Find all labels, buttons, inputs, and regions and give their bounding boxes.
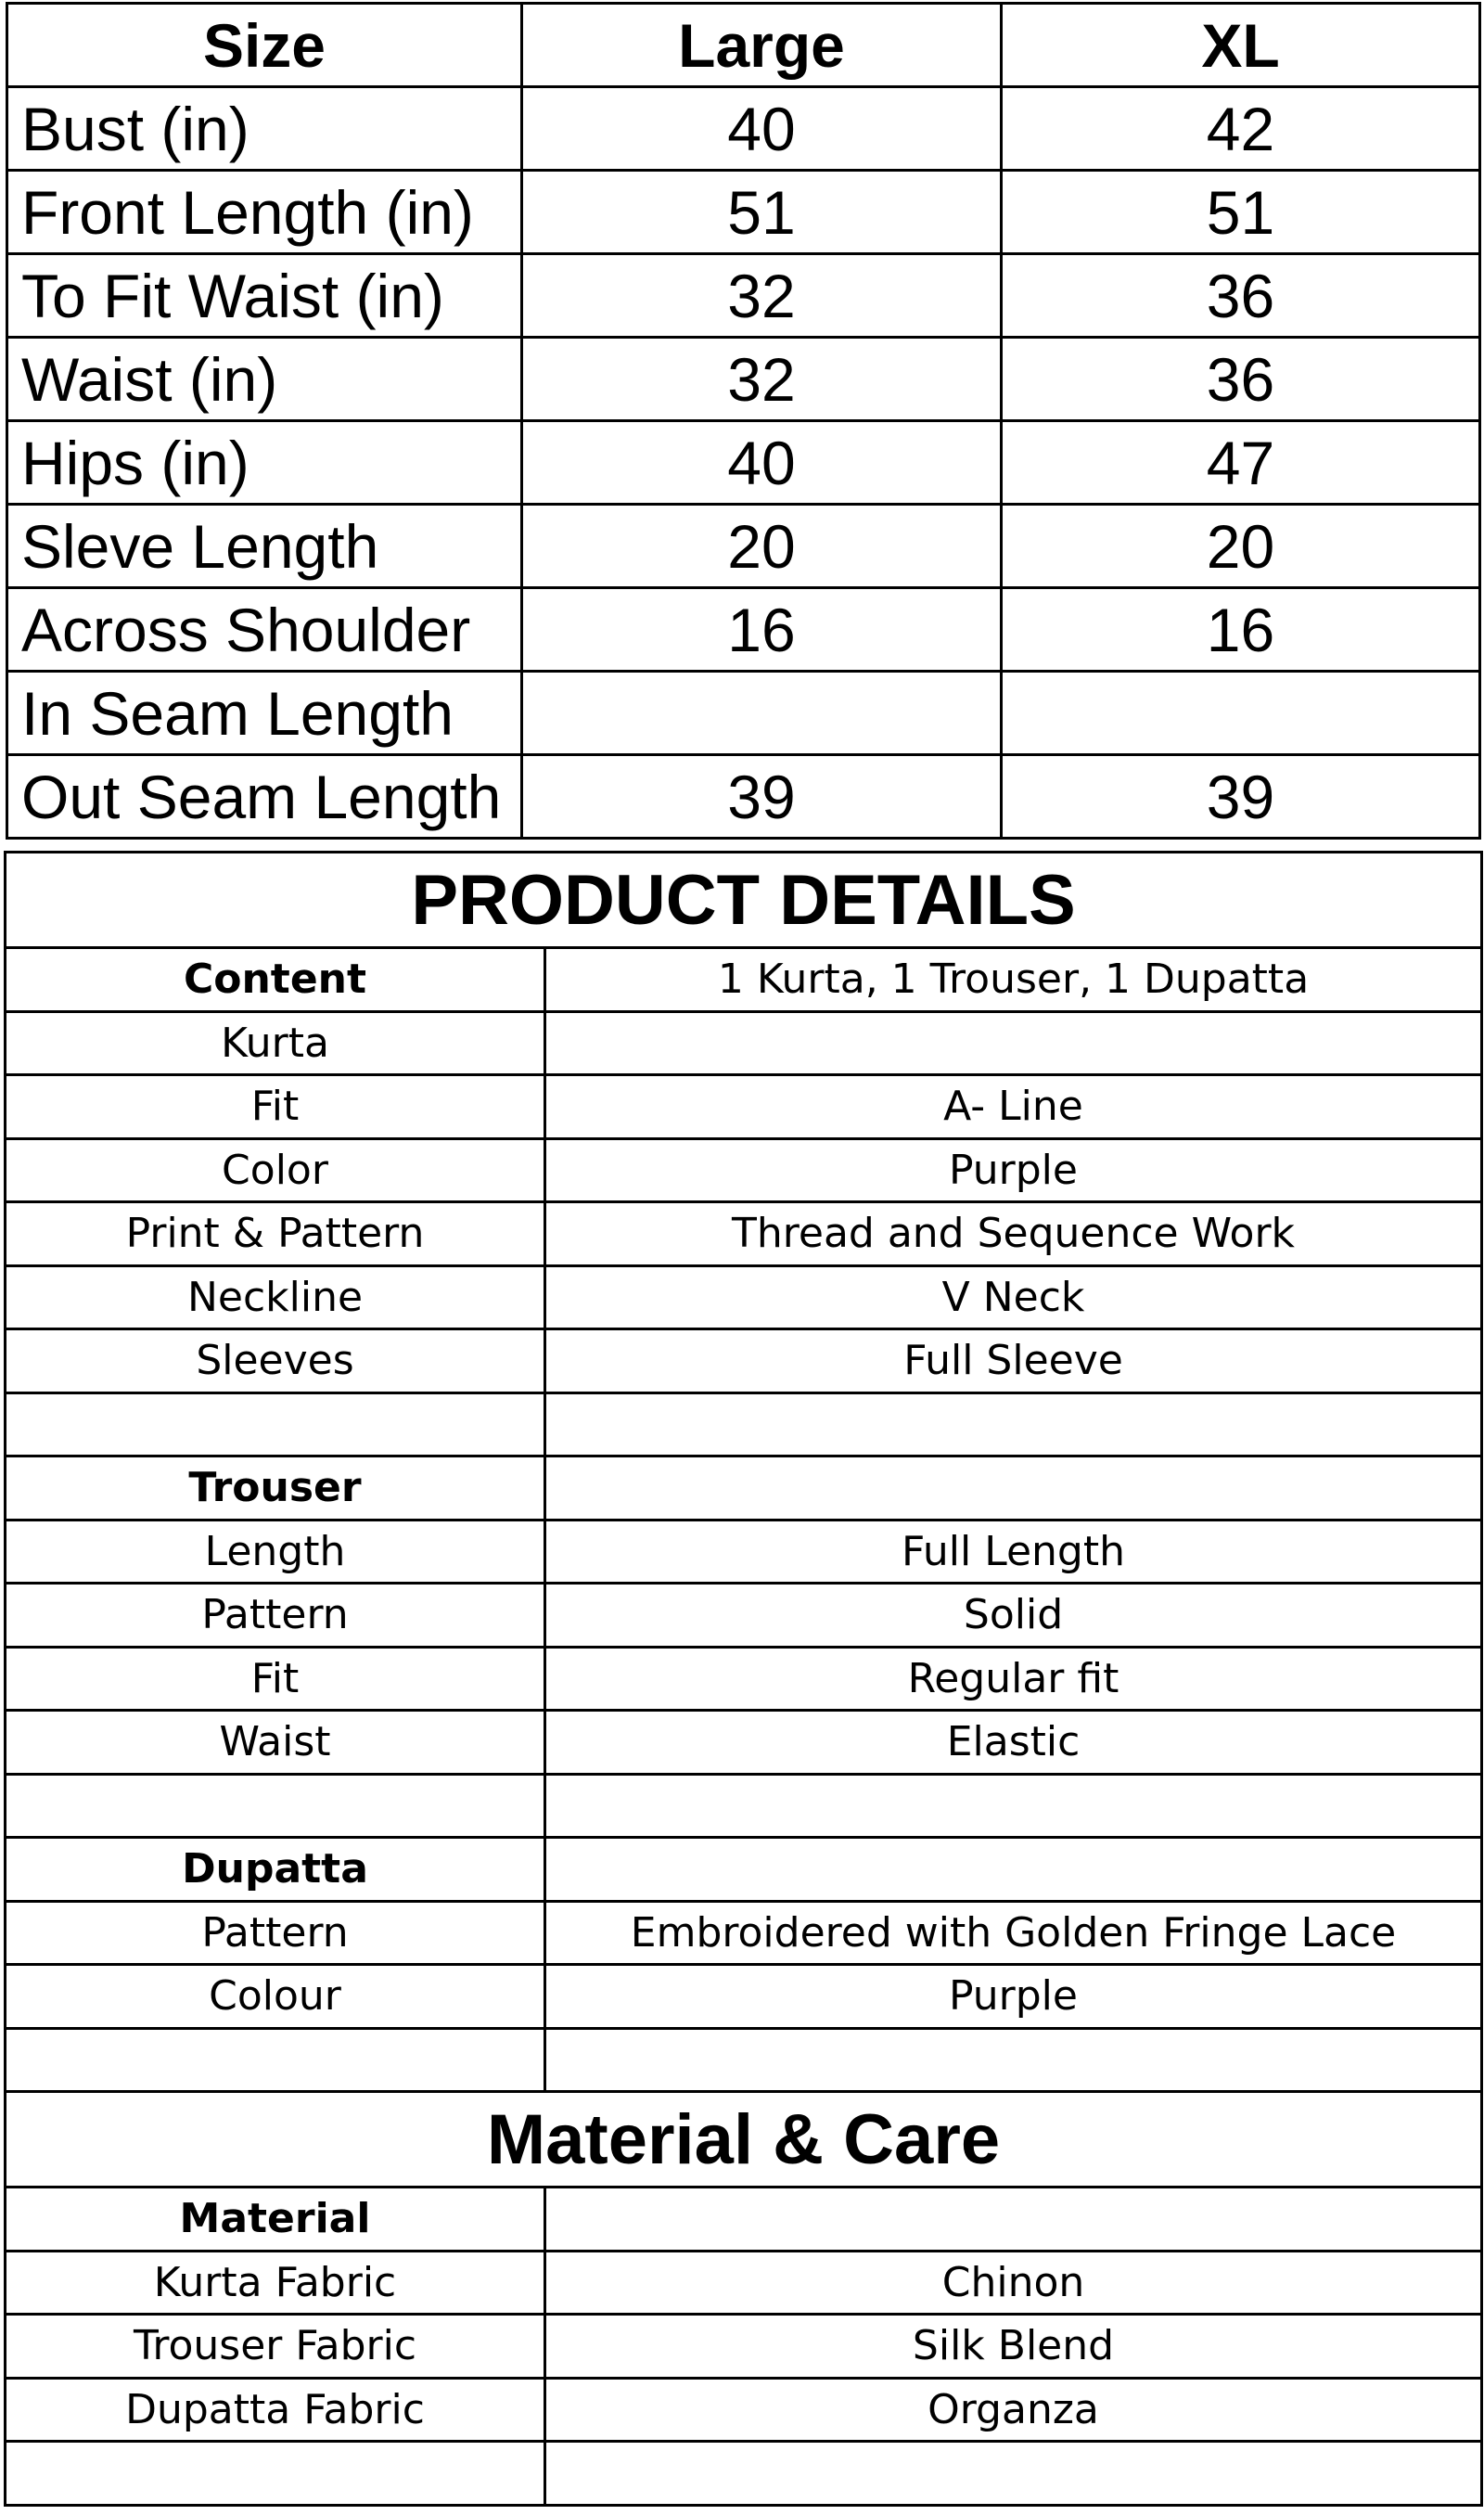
title-row [6, 853, 1482, 948]
table-row [6, 1329, 1482, 1393]
table-row [7, 171, 1480, 254]
large-value: 40 [522, 421, 1002, 505]
large-value: 16 [522, 588, 1002, 672]
empty-cell [545, 1774, 1482, 1838]
detail-label: Fit [6, 1075, 545, 1139]
section-row [6, 1456, 1482, 1521]
large-value: 51 [522, 171, 1002, 254]
empty-cell [545, 2188, 1482, 2252]
empty-row [6, 1774, 1482, 1838]
table-row [6, 1965, 1482, 2029]
detail-label: Colour [6, 1965, 545, 2029]
detail-label: Length [6, 1520, 545, 1584]
empty-cell [545, 1456, 1482, 1521]
xl-value: 36 [1002, 254, 1480, 338]
material-care-title: Material & Care [6, 2092, 1482, 2188]
large-value: 40 [522, 87, 1002, 171]
table-row [7, 588, 1480, 672]
material-label: Trouser Fabric [6, 2315, 545, 2379]
dupatta-section-label: Dupatta [6, 1838, 545, 1902]
detail-value: Regular fit [545, 1647, 1482, 1711]
trouser-section-label: Trouser [6, 1456, 545, 1521]
detail-label: Fit [6, 1647, 545, 1711]
xl-value: 47 [1002, 421, 1480, 505]
table-row [6, 1647, 1482, 1711]
title-row [6, 2092, 1482, 2188]
table-row [6, 948, 1482, 1012]
size-header: Size [7, 4, 522, 87]
xl-value: 16 [1002, 588, 1480, 672]
empty-cell [545, 1838, 1482, 1902]
measurement-label: Out Seam Length [7, 755, 522, 839]
section-row [6, 1011, 1482, 1075]
table-row [6, 1075, 1482, 1139]
empty-cell [545, 2442, 1482, 2506]
table-row [7, 254, 1480, 338]
empty-cell [6, 1392, 545, 1456]
detail-label: Color [6, 1138, 545, 1202]
empty-row [6, 2442, 1482, 2506]
empty-cell [6, 2028, 545, 2092]
large-value: 20 [522, 505, 1002, 588]
measurement-label: Waist (in) [7, 338, 522, 421]
xl-header: XL [1002, 4, 1480, 87]
measurement-label: Hips (in) [7, 421, 522, 505]
table-row [6, 1584, 1482, 1648]
measurement-label: To Fit Waist (in) [7, 254, 522, 338]
table-row [7, 505, 1480, 588]
detail-value: A- Line [545, 1075, 1482, 1139]
material-value: Chinon [545, 2251, 1482, 2315]
table-row [6, 1265, 1482, 1329]
large-value [522, 672, 1002, 755]
detail-value: Embroidered with Golden Fringe Lace [545, 1901, 1482, 1965]
detail-label: Pattern [6, 1901, 545, 1965]
detail-value: Thread and Sequence Work [545, 1202, 1482, 1266]
measurement-label: Across Shoulder [7, 588, 522, 672]
size-chart-table [6, 2, 1481, 840]
table-row [6, 1202, 1482, 1266]
large-header: Large [522, 4, 1002, 87]
table-row [6, 2315, 1482, 2379]
measurement-label: Bust (in) [7, 87, 522, 171]
empty-cell [545, 1011, 1482, 1075]
empty-row [6, 1392, 1482, 1456]
measurement-label: Sleve Length [7, 505, 522, 588]
table-row [6, 1520, 1482, 1584]
xl-value: 39 [1002, 755, 1480, 839]
table-row [7, 87, 1480, 171]
empty-cell [6, 1774, 545, 1838]
kurta-section-label: Kurta [6, 1011, 545, 1075]
section-row [6, 1838, 1482, 1902]
detail-label: Sleeves [6, 1329, 545, 1393]
table-row [7, 338, 1480, 421]
xl-value: 36 [1002, 338, 1480, 421]
table-row [7, 755, 1480, 839]
empty-cell [6, 2442, 545, 2506]
empty-cell [545, 2028, 1482, 2092]
product-details-title: PRODUCT DETAILS [6, 853, 1482, 948]
detail-label: Neckline [6, 1265, 545, 1329]
table-row [6, 1901, 1482, 1965]
material-label: Dupatta Fabric [6, 2378, 545, 2442]
table-row [6, 2378, 1482, 2442]
detail-value: Full Length [545, 1520, 1482, 1584]
detail-value: Purple [545, 1138, 1482, 1202]
detail-label: Waist [6, 1711, 545, 1775]
material-value: Silk Blend [545, 2315, 1482, 2379]
empty-cell [545, 1392, 1482, 1456]
xl-value: 51 [1002, 171, 1480, 254]
table-row [7, 672, 1480, 755]
empty-row [6, 2028, 1482, 2092]
measurement-label: In Seam Length [7, 672, 522, 755]
material-section-label: Material [6, 2188, 545, 2252]
table-row [6, 1138, 1482, 1202]
detail-value: Purple [545, 1965, 1482, 2029]
detail-label: Print & Pattern [6, 1202, 545, 1266]
content-label: Content [6, 948, 545, 1012]
detail-value: Elastic [545, 1711, 1482, 1775]
section-row [6, 2188, 1482, 2252]
large-value: 32 [522, 254, 1002, 338]
detail-value: V Neck [545, 1265, 1482, 1329]
table-row [6, 2251, 1482, 2315]
size-chart-header-row [7, 4, 1480, 87]
material-label: Kurta Fabric [6, 2251, 545, 2315]
xl-value [1002, 672, 1480, 755]
xl-value: 20 [1002, 505, 1480, 588]
detail-value: Full Sleeve [545, 1329, 1482, 1393]
product-details-table [4, 851, 1483, 2507]
detail-label: Pattern [6, 1584, 545, 1648]
table-row [7, 421, 1480, 505]
detail-value: Solid [545, 1584, 1482, 1648]
table-row [6, 1711, 1482, 1775]
large-value: 32 [522, 338, 1002, 421]
content-value: 1 Kurta, 1 Trouser, 1 Dupatta [545, 948, 1482, 1012]
xl-value: 42 [1002, 87, 1480, 171]
measurement-label: Front Length (in) [7, 171, 522, 254]
large-value: 39 [522, 755, 1002, 839]
material-value: Organza [545, 2378, 1482, 2442]
